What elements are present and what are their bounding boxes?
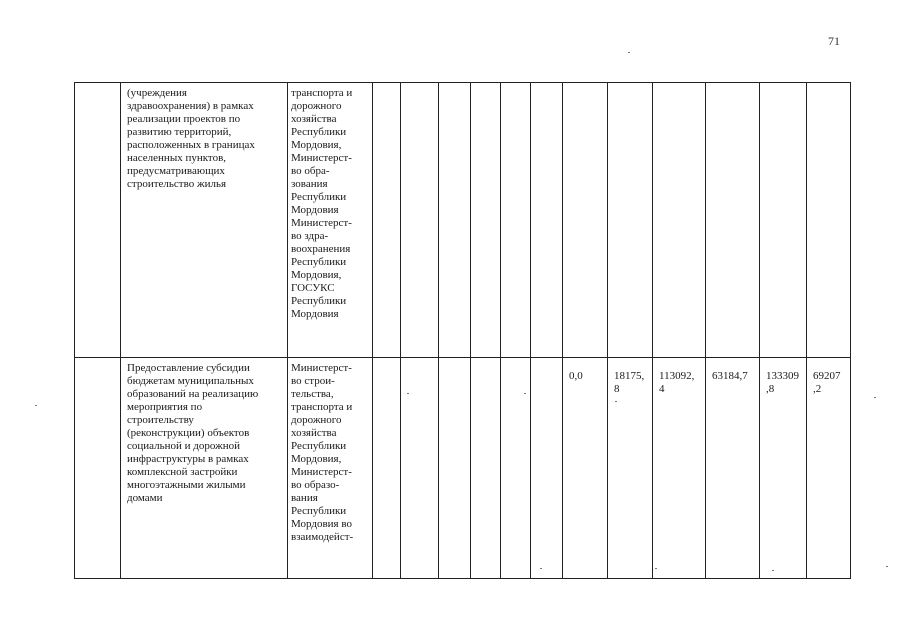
- scan-speck: [772, 570, 774, 571]
- executor-line: Министерст-: [291, 362, 352, 374]
- measure-name-cell: [121, 358, 288, 579]
- empty-cell: [401, 83, 439, 358]
- empty-cell: [471, 83, 501, 358]
- executor-line: хозяйства: [291, 427, 337, 439]
- scan-speck: [524, 393, 526, 394]
- page-number: 71: [828, 34, 840, 48]
- executor-line: зования: [291, 178, 328, 190]
- value-cell: [608, 83, 653, 358]
- executor-line: тельства,: [291, 388, 334, 400]
- measure-name-line: комплексной застройки: [127, 466, 238, 478]
- value-line: 113092,: [659, 370, 695, 382]
- scan-speck: [407, 393, 409, 394]
- empty-cell: [501, 358, 531, 579]
- value-line: 8: [614, 383, 620, 395]
- value-cell: [760, 83, 807, 358]
- value-cell: [608, 358, 653, 579]
- value-line: ,8: [766, 383, 775, 395]
- executor-line: во обра-: [291, 165, 330, 177]
- value-cell: [760, 358, 807, 579]
- measure-name-line: мероприятия по: [127, 401, 203, 413]
- measure-name-line: инфраструктуры в рамках: [127, 453, 249, 465]
- measure-name-line: (реконструкции) объектов: [127, 427, 250, 439]
- executor-line: вания: [291, 492, 318, 504]
- value-line: 4: [659, 383, 665, 395]
- scan-speck: [35, 405, 37, 406]
- value-cell: [653, 83, 706, 358]
- value-cell: [706, 83, 760, 358]
- executor-line: Республики: [291, 295, 347, 307]
- executor-line: ГОСУКС: [291, 282, 335, 294]
- empty-cell: [439, 83, 471, 358]
- value-cell: [563, 358, 608, 579]
- executor-line: Республики: [291, 191, 347, 203]
- empty-cell: [531, 358, 563, 579]
- executor-line: Мордовия во: [291, 518, 352, 530]
- executor-line: Республики: [291, 440, 347, 452]
- value-line: 63184,7: [712, 370, 748, 382]
- executor-line: Мордовия: [291, 308, 339, 320]
- value-cell: [807, 358, 851, 579]
- executor-line: транспорта и: [291, 401, 353, 413]
- executor-line: Мордовия,: [291, 269, 342, 281]
- executor-line: дорожного: [291, 414, 342, 426]
- empty-cell: [439, 358, 471, 579]
- measure-name-cell: [121, 83, 288, 358]
- value-line: 0,0: [569, 370, 583, 382]
- measure-name-line: социальной и дорожной: [127, 440, 240, 452]
- value-line: 69207: [813, 370, 841, 382]
- row-number-cell: [75, 83, 121, 358]
- executor-line: транспорта и: [291, 87, 353, 99]
- value-line: 133309: [766, 370, 799, 382]
- executor-line: Мордовия,: [291, 139, 342, 151]
- measure-name-line: многоэтажными жилыми: [127, 479, 246, 491]
- executor-line: Министерст-: [291, 217, 352, 229]
- measure-name-line: Предоставление субсидии: [127, 362, 250, 374]
- value-cell: [653, 358, 706, 579]
- executor-line: во здра-: [291, 230, 329, 242]
- empty-cell: [501, 83, 531, 358]
- executor-line: взаимодейст-: [291, 531, 354, 543]
- row-number-cell: [75, 358, 121, 579]
- executor-cell: [288, 358, 373, 579]
- executor-line: хозяйства: [291, 113, 337, 125]
- value-cell: [706, 358, 760, 579]
- value-line: 18175,: [614, 370, 645, 382]
- executor-line: Мордовия: [291, 204, 339, 216]
- measure-name-line: (учреждения: [127, 87, 187, 99]
- measure-name-line: реализации проектов по: [127, 113, 241, 125]
- executor-line: Министерст-: [291, 152, 352, 164]
- measure-name-line: образований на реализацию: [127, 388, 259, 400]
- measure-name-line: здравоохранения) в рамках: [127, 100, 254, 112]
- executor-line: Республики: [291, 505, 347, 517]
- scan-speck: [886, 566, 888, 567]
- measure-name-line: строительство жилья: [127, 178, 227, 190]
- empty-cell: [373, 83, 401, 358]
- measure-name-line: развитию территорий,: [127, 126, 232, 138]
- scan-speck: [874, 397, 876, 398]
- executor-line: Республики: [291, 126, 347, 138]
- executor-line: Мордовия,: [291, 453, 342, 465]
- scan-speck: [655, 568, 657, 569]
- executor-line: во строи-: [291, 375, 335, 387]
- empty-cell: [401, 358, 439, 579]
- measure-name-line: строительству: [127, 414, 194, 426]
- scan-speck: [540, 568, 542, 569]
- table-row: [75, 83, 851, 358]
- table-row: [75, 358, 851, 579]
- empty-cell: [531, 83, 563, 358]
- measure-name-line: населенных пунктов,: [127, 152, 227, 164]
- value-cell: [807, 83, 851, 358]
- scan-speck: [628, 52, 630, 53]
- value-cell: [563, 83, 608, 358]
- executor-line: Министерст-: [291, 466, 352, 478]
- executor-line: дорожного: [291, 100, 342, 112]
- measure-name-line: предусматривающих: [127, 165, 225, 177]
- empty-cell: [373, 358, 401, 579]
- measure-name-line: бюджетам муниципальных: [127, 375, 254, 387]
- value-line: ,2: [813, 383, 822, 395]
- measure-name-line: домами: [127, 492, 163, 504]
- executor-line: воохранения: [291, 243, 351, 255]
- executor-line: Республики: [291, 256, 347, 268]
- empty-cell: [471, 358, 501, 579]
- scan-speck: [615, 401, 617, 402]
- executor-line: во образо-: [291, 479, 340, 491]
- executor-cell: [288, 83, 373, 358]
- budget-table: [74, 82, 851, 579]
- measure-name-line: расположенных в границах: [127, 139, 255, 151]
